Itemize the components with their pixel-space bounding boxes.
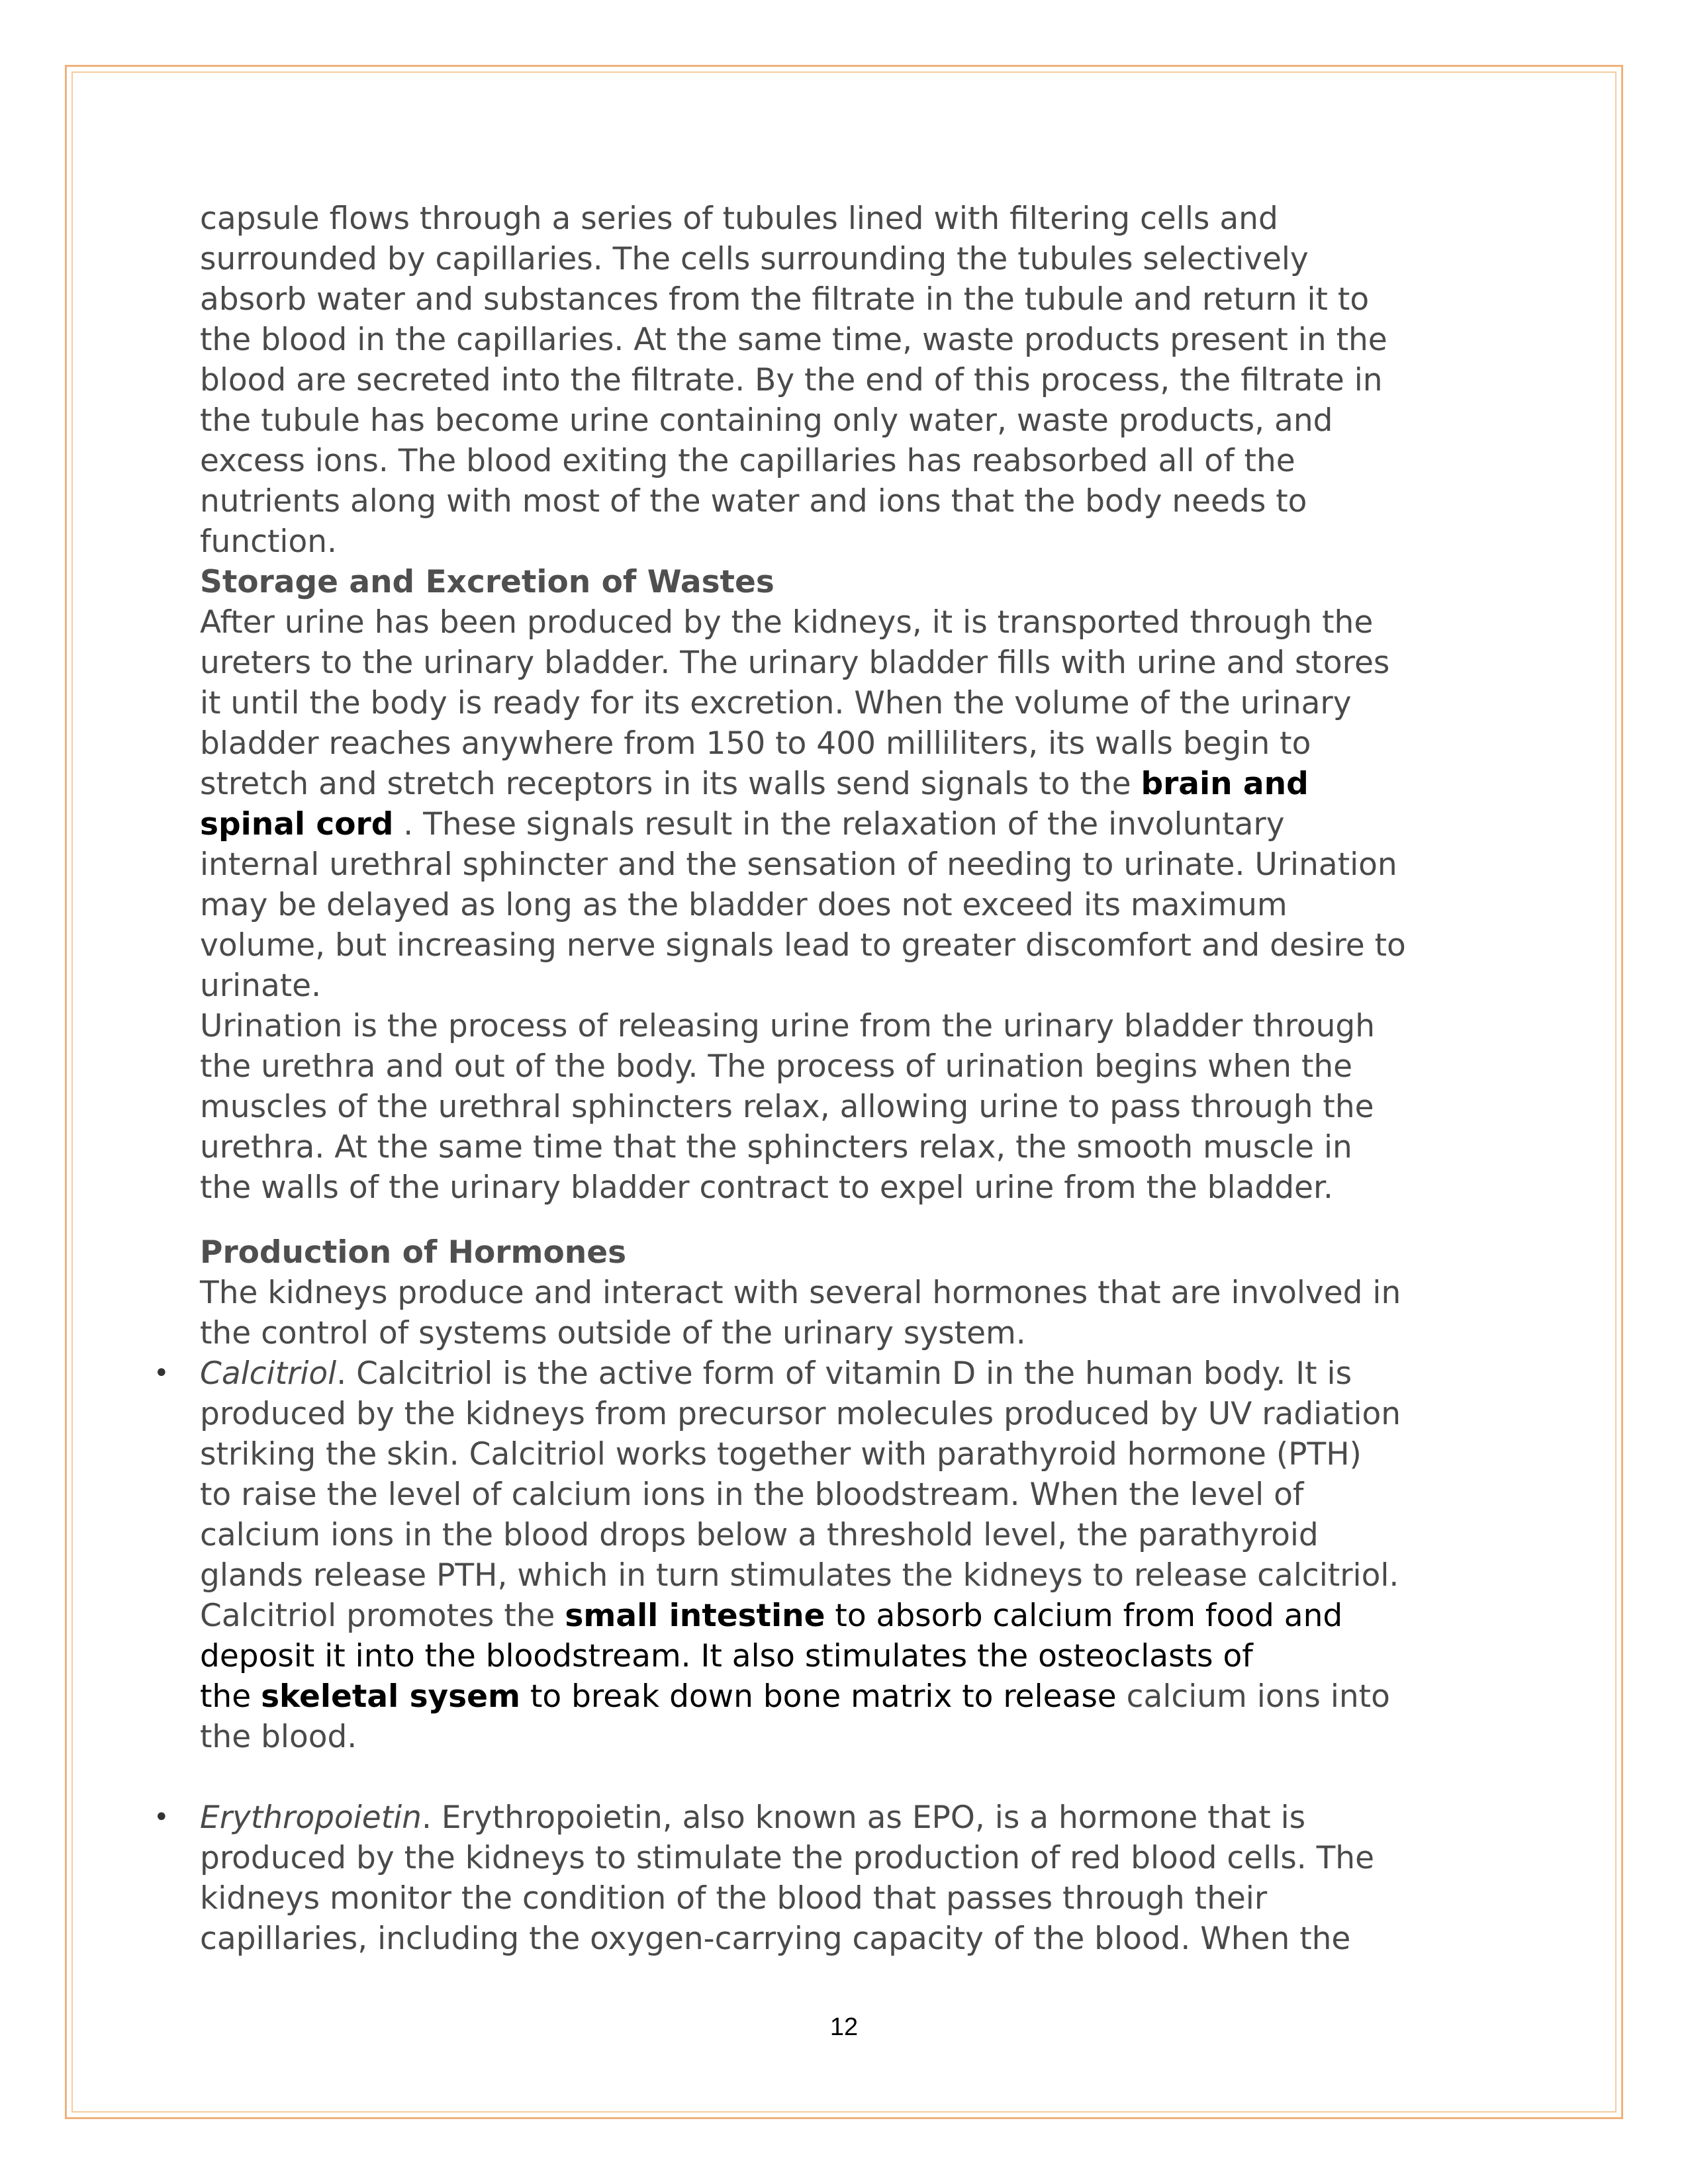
- text-line: ureters to the urinary bladder. The urinary bladder fills with urine and stores: [200, 645, 1390, 681]
- text-line: [200, 1596, 1497, 1636]
- text-line: glands release PTH, which in turn stimulates the kidneys to release calcitriol.: [200, 1557, 1399, 1594]
- text-span: to break down bone matrix to release: [520, 1678, 1117, 1715]
- text-line: urethra. At the same time that the sphincters relax, the smooth muscle in: [200, 1129, 1352, 1165]
- link-small-intestine[interactable]: small intestine: [565, 1598, 825, 1634]
- paragraph-storage: [200, 602, 1497, 1006]
- text-span: . Erythropoietin, also known as EPO, is a hormone that is: [421, 1799, 1306, 1836]
- text-line: the walls of the urinary bladder contract to expel urine from the bladder.: [200, 1169, 1333, 1206]
- text-line: [200, 1676, 1497, 1717]
- text-line: capillaries, including the oxygen-carrying capacity of the blood. When the: [200, 1921, 1351, 1957]
- text-line: kidneys monitor the condition of the blood that passes through their: [200, 1880, 1268, 1917]
- text-line: Urination is the process of releasing urine from the urinary bladder through: [200, 1008, 1376, 1044]
- page-number: 12: [829, 2013, 859, 2041]
- text-line: [200, 804, 1497, 844]
- link-spinal-cord[interactable]: spinal cord: [200, 806, 394, 842]
- text-line: bladder reaches anywhere from 150 to 400 milliliters, its walls begin to: [200, 725, 1311, 762]
- bullet-icon: •: [154, 1802, 169, 1833]
- list-item-erythropoietin: [154, 1797, 1497, 1959]
- text-line: absorb water and substances from the filtrate in the tubule and return it to: [200, 281, 1370, 318]
- text-line: produced by the kidneys to stimulate the production of red blood cells. The: [200, 1840, 1374, 1876]
- bullet-icon: •: [154, 1358, 169, 1388]
- text-line: to raise the level of calcium ions in the bloodstream. When the level of: [200, 1477, 1304, 1513]
- text-span: . These signals result in the relaxation of the involuntary: [393, 806, 1285, 842]
- text-line: produced by the kidneys from precursor molecules produced by UV radiation: [200, 1396, 1401, 1432]
- text-line: The kidneys produce and interact with several hormones that are involved in: [200, 1275, 1401, 1311]
- text-line: may be delayed as long as the bladder does not exceed its maximum: [200, 887, 1288, 923]
- text-line: volume, but increasing nerve signals lead to greater discomfort and desire to: [200, 927, 1406, 964]
- text-line: capsule flows through a series of tubules lined with filtering cells and: [200, 201, 1278, 237]
- text-line: the blood in the capillaries. At the same time, waste products present in the: [200, 322, 1387, 358]
- link-skeletal-system[interactable]: skeletal sysem: [261, 1678, 521, 1715]
- link-brain[interactable]: brain and: [1141, 766, 1309, 802]
- text-line: [200, 1797, 1497, 1838]
- spacer: [200, 1757, 1497, 1797]
- paragraph-hormones-intro: [200, 1273, 1497, 1353]
- text-line: [200, 1353, 1497, 1394]
- text-line: internal urethral sphincter and the sensation of needing to urinate. Urination: [200, 846, 1397, 883]
- text-line: After urine has been produced by the kidneys, it is transported through the: [200, 604, 1374, 641]
- text-line: striking the skin. Calcitriol works together with parathyroid hormone (PTH): [200, 1436, 1362, 1473]
- text-line: muscles of the urethral sphincters relax, allowing urine to pass through the: [200, 1089, 1374, 1125]
- list-item-calcitriol: [154, 1353, 1497, 1757]
- text-span: . Calcitriol is the active form of vitamin D in the human body. It is: [336, 1355, 1352, 1392]
- text-line: the tubule has become urine containing only water, waste products, and: [200, 402, 1333, 439]
- term-calcitriol: Calcitriol: [200, 1355, 337, 1392]
- text-line: [200, 764, 1497, 804]
- text-line: it until the body is ready for its excretion. When the volume of the urinary: [200, 685, 1352, 721]
- text-line: the urethra and out of the body. The process of urination begins when the: [200, 1048, 1353, 1085]
- text-line: function.: [200, 523, 337, 560]
- text-line: urinate.: [200, 968, 322, 1004]
- text-span: the: [200, 1678, 261, 1715]
- text-line: the control of systems outside of the urinary system.: [200, 1315, 1026, 1351]
- text-span: Calcitriol promotes the: [200, 1598, 565, 1634]
- text-line: surrounded by capillaries. The cells surrounding the tubules selectively: [200, 241, 1309, 277]
- text-line: deposit it into the bloodstream. It also stimulates the osteoclasts of: [200, 1638, 1253, 1674]
- heading-storage-excretion: Storage and Excretion of Wastes: [200, 564, 774, 600]
- paragraph-filtration: [200, 199, 1497, 562]
- text-span: stretch and stretch receptors in its walls send signals to the: [200, 766, 1141, 802]
- text-line: calcium ions in the blood drops below a threshold level, the parathyroid: [200, 1517, 1319, 1553]
- text-span: to absorb calcium from food and: [825, 1598, 1343, 1634]
- text-line: the blood.: [200, 1719, 357, 1755]
- page-content: [154, 199, 1497, 1959]
- spacer: [200, 1208, 1497, 1232]
- text-span: calcium ions into: [1116, 1678, 1390, 1715]
- paragraph-urination: [200, 1006, 1497, 1208]
- text-line: excess ions. The blood exiting the capillaries has reabsorbed all of the: [200, 443, 1295, 479]
- text-line: blood are secreted into the filtrate. By the end of this process, the filtrate in: [200, 362, 1383, 398]
- text-line: nutrients along with most of the water and ions that the body needs to: [200, 483, 1307, 520]
- term-erythropoietin: Erythropoietin: [200, 1799, 422, 1836]
- heading-production-hormones: Production of Hormones: [200, 1234, 627, 1271]
